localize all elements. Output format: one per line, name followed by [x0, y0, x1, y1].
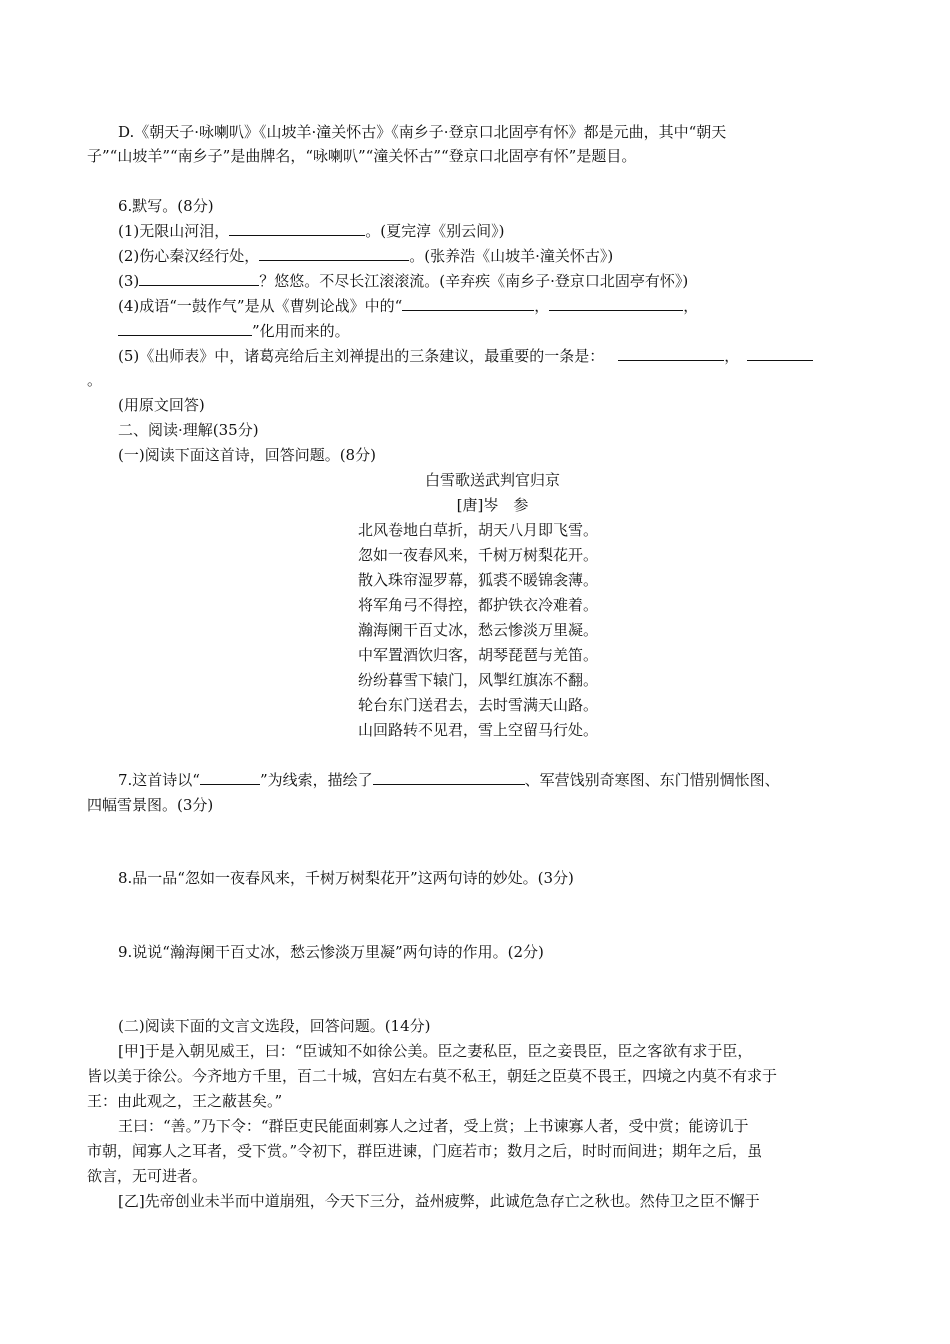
passage-jia-line: 欲言，无可进者。 — [87, 1167, 208, 1185]
section2-title: 二、阅读·理解(35分) — [118, 421, 259, 439]
q6-item5-note: (用原文回答) — [118, 396, 205, 414]
poem-line: 北风卷地白草折，胡天八月即飞雪。 — [358, 521, 599, 539]
poem-title: 白雪歌送武判官归京 — [424, 471, 560, 489]
q6-item4-line2 — [118, 321, 350, 341]
poem-author: [唐]岑 参 — [456, 496, 529, 514]
q5-option-d-line1: D.《朝天子·咏喇叭》《山坡羊·潼关怀古》《南乡子·登京口北固亭有怀》都是元曲，其中“朝天 — [118, 123, 727, 141]
q7-prefix: 7.这首诗以“ — [118, 771, 200, 789]
q6-item4-answer-blank-3[interactable] — [118, 321, 252, 336]
q6-item3-prefix: (3) — [118, 272, 140, 290]
q6-item5 — [118, 346, 813, 366]
q7-answer-blank-1[interactable] — [200, 770, 260, 785]
q6-item3-source: ？悠悠。不尽长江滚滚流。(辛弃疾《南乡子·登京口北固亭有怀》) — [259, 272, 689, 290]
passage-jia-line: 市朝，闻寡人之耳者，受下赏。”令初下，群臣进谏，门庭若市；数月之后，时时而间进；期年之后，虽 — [87, 1142, 763, 1160]
poem-line: 瀚海阑干百丈冰，愁云惨淡万里凝。 — [358, 621, 599, 639]
part1-title: (一)阅读下面这首诗，回答问题。(8分) — [118, 446, 376, 464]
q6-item1 — [118, 221, 504, 241]
q6-item1-prefix: (1)无限山河泪， — [118, 222, 230, 240]
q6-item5-answer-blank-1[interactable] — [618, 346, 724, 361]
q6-item1-source: 。(夏完淳《别云间》) — [365, 222, 505, 240]
q6-item2 — [118, 246, 613, 266]
q7-answer-blank-2[interactable] — [373, 770, 525, 785]
poem-line: 山回路转不见君，雪上空留马行处。 — [358, 721, 599, 739]
q6-item2-answer-blank[interactable] — [259, 246, 409, 261]
part2-title: (二)阅读下面的文言文选段，回答问题。(14分) — [118, 1017, 431, 1035]
passage-yi-line: [乙]先帝创业未半而中道崩殂，今天下三分，益州疲弊，此诚危急存亡之秋也。然侍卫之臣不懈于 — [118, 1192, 760, 1210]
q9-text: 9.说说“瀚海阑干百丈冰，愁云惨淡万里凝”两句诗的作用。(2分) — [118, 943, 544, 961]
passage-jia-line: 王曰：“善。”乃下令：“群臣吏民能面刺寡人之过者，受上赏；上书谏寡人者，受中赏；能谤讥于 — [118, 1117, 749, 1135]
q6-item3 — [118, 271, 688, 291]
q7-line1 — [118, 770, 780, 790]
passage-jia-line: 皆以美于徐公。今齐地方千里，百二十城，宫妇左右莫不私王，朝廷之臣莫不畏王，四境之内莫不有求于 — [87, 1067, 778, 1085]
q6-item5-end: 。 — [87, 371, 103, 389]
q8-text: 8.品一品“忽如一夜春风来，千树万树梨花开”这两句诗的妙处。(3分) — [118, 869, 574, 887]
q7-middle: ”为线索，描绘了 — [259, 771, 373, 789]
q5-option-d-line2: 子”“山坡羊”“南乡子”是曲牌名，“咏喇叭”“潼关怀古”“登京口北固亭有怀”是题目。 — [87, 147, 637, 165]
q6-item4-suffix: ”化用而来的。 — [252, 322, 350, 340]
q6-item4-separator-1: ， — [534, 297, 550, 315]
q6-item2-prefix: (2)伤心秦汉经行处， — [118, 247, 260, 265]
q6-item4-answer-blank-1[interactable] — [402, 296, 534, 311]
passage-jia-line: 王：由此观之，王之蔽甚矣。” — [87, 1092, 283, 1110]
q6-item4-prefix: (4)成语“一鼓作气”是从《曹刿论战》中的“ — [118, 297, 403, 315]
q6-item2-source: 。(张养浩《山坡羊·潼关怀古》) — [409, 247, 614, 265]
poem-line: 将军角弓不得控，都护铁衣冷难着。 — [358, 596, 599, 614]
q6-item3-answer-blank[interactable] — [139, 271, 259, 286]
q6-item4-answer-blank-2[interactable] — [549, 296, 683, 311]
q7-suffix: 、军营饯别奇寒图、东门惜别惆怅图、 — [524, 771, 780, 789]
q6-item5-separator: ， — [724, 347, 740, 365]
q7-line2: 四幅雪景图。(3分) — [87, 796, 214, 814]
q6-item4 — [118, 296, 698, 316]
q6-title: 6.默写。(8分) — [118, 197, 214, 215]
q6-item5-prefix: (5)《出师表》中，诸葛亮给后主刘禅提出的三条建议，最重要的一条是： — [118, 347, 605, 365]
poem-line: 忽如一夜春风来，千树万树梨花开。 — [358, 546, 599, 564]
q6-item1-answer-blank[interactable] — [229, 221, 365, 236]
poem-line: 散入珠帘湿罗幕，狐裘不暖锦衾薄。 — [358, 571, 599, 589]
q6-item4-separator-2: ， — [683, 297, 699, 315]
poem-line: 轮台东门送君去，去时雪满天山路。 — [358, 696, 599, 714]
poem-line: 纷纷暮雪下辕门，风掣红旗冻不翻。 — [358, 671, 599, 689]
q6-item5-answer-blank-2[interactable] — [747, 346, 813, 361]
passage-jia-line: [甲]于是入朝见威王，曰：“臣诚知不如徐公美。臣之妻私臣，臣之妾畏臣，臣之客欲有求于臣， — [118, 1042, 753, 1060]
poem-line: 中军置酒饮归客，胡琴琵琶与羌笛。 — [358, 646, 599, 664]
